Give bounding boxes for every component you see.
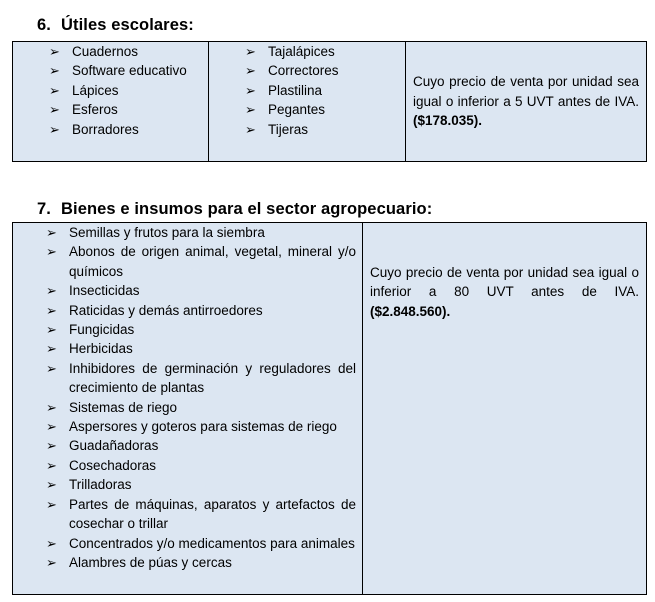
list-item-text: Aspersores y goteros para sistemas de riego	[69, 419, 337, 435]
list-item	[13, 398, 362, 417]
list-item	[13, 61, 208, 80]
list-item	[13, 417, 362, 436]
list-item-text: Raticidas y demás antirroedores	[69, 302, 263, 318]
list-item	[209, 120, 405, 139]
arrowhead-bullet-icon: ➢	[46, 283, 57, 299]
list-item-text: Correctores	[268, 63, 339, 79]
list-item-text: Semillas y frutos para la siembra	[69, 225, 265, 240]
arrowhead-bullet-icon: ➢	[46, 302, 57, 318]
list-item-text: Guadañadoras	[69, 438, 159, 454]
arrowhead-bullet-icon: ➢	[46, 419, 57, 435]
arrowhead-bullet-icon: ➢	[46, 341, 57, 357]
arrowhead-bullet-icon: ➢	[46, 457, 57, 473]
list-item-text: Pegantes	[268, 102, 326, 118]
arrowhead-bullet-icon: ➢	[245, 121, 256, 137]
arrowhead-bullet-icon: ➢	[46, 535, 57, 551]
list-item-text: Abonos de origen animal, vegetal, mineral y/o químicos	[69, 244, 356, 279]
section-7-amount: ($2.848.560).	[370, 303, 451, 319]
section-6-title: Útiles escolares:	[61, 16, 194, 34]
section-6-amount: ($178.035).	[413, 113, 483, 129]
list-item	[13, 495, 362, 534]
list-item-text: Tajalápices	[268, 44, 335, 59]
list-item	[13, 475, 362, 494]
section-6-list-1	[13, 42, 208, 139]
list-item-text: Inhibidores de germinación y reguladores del crecimiento de plantas	[69, 360, 356, 396]
list-item	[13, 553, 362, 572]
list-item	[13, 81, 208, 100]
list-item	[13, 456, 362, 475]
arrowhead-bullet-icon: ➢	[245, 82, 256, 98]
list-item	[209, 81, 405, 100]
list-item	[13, 281, 362, 300]
list-item	[209, 61, 405, 80]
list-item-text: Borradores	[72, 121, 139, 137]
section-7-heading	[37, 200, 432, 219]
section-7-condition: Cuyo precio de venta por unidad sea igual o inferior a 80 UVT antes de IVA.	[370, 265, 639, 300]
section-7-list	[13, 223, 362, 572]
list-item-text: Software educativo	[72, 63, 187, 79]
section-7-table	[12, 222, 647, 595]
section-6-column-2	[209, 42, 406, 162]
arrowhead-bullet-icon: ➢	[46, 496, 57, 512]
list-item-text: Herbicidas	[69, 341, 133, 357]
list-item	[13, 436, 362, 455]
list-item	[13, 359, 362, 398]
section-6-number: 6.	[37, 16, 51, 34]
section-7-number: 7.	[37, 200, 51, 218]
arrowhead-bullet-icon: ➢	[46, 438, 57, 454]
section-6-heading	[37, 16, 194, 35]
arrowhead-bullet-icon: ➢	[49, 121, 60, 137]
list-item-text: Trilladoras	[69, 477, 132, 493]
arrowhead-bullet-icon: ➢	[49, 44, 60, 59]
list-item-text: Fungicidas	[69, 322, 135, 338]
section-6-price-cell	[406, 42, 647, 162]
arrowhead-bullet-icon: ➢	[49, 63, 60, 79]
list-item	[13, 42, 208, 61]
section-7-title: Bienes e insumos para el sector agropecuario:	[61, 200, 433, 218]
section-7-price-text	[363, 263, 646, 321]
section-6-price-text	[406, 72, 646, 130]
list-item-text: Plastilina	[268, 82, 323, 98]
list-item-text: Tijeras	[268, 121, 309, 137]
arrowhead-bullet-icon: ➢	[245, 102, 256, 118]
list-item-text: Insecticidas	[69, 283, 140, 299]
section-6-list-2	[209, 42, 405, 139]
arrowhead-bullet-icon: ➢	[46, 554, 57, 570]
list-item-text: Concentrados y/o medicamentos para animales	[69, 535, 355, 551]
list-item	[13, 339, 362, 358]
arrowhead-bullet-icon: ➢	[46, 322, 57, 338]
list-item	[13, 120, 208, 139]
list-item	[209, 42, 405, 61]
list-item	[13, 301, 362, 320]
arrowhead-bullet-icon: ➢	[49, 82, 60, 98]
list-item-text: Esferos	[72, 102, 118, 118]
list-item	[13, 242, 362, 281]
list-item-text: Cosechadoras	[69, 457, 157, 473]
list-item	[13, 534, 362, 553]
list-item	[13, 100, 208, 119]
arrowhead-bullet-icon: ➢	[49, 102, 60, 118]
list-item	[13, 320, 362, 339]
list-item-text: Lápices	[72, 82, 119, 98]
arrowhead-bullet-icon: ➢	[46, 360, 57, 376]
arrowhead-bullet-icon: ➢	[46, 244, 57, 260]
arrowhead-bullet-icon: ➢	[46, 399, 57, 415]
list-item-text: Cuadernos	[72, 44, 139, 59]
list-item-text: Alambres de púas y cercas	[69, 554, 232, 570]
list-item-text: Partes de máquinas, aparatos y artefactos de cosechar o trillar	[69, 496, 356, 532]
section-6-column-1	[13, 42, 209, 162]
section-7-items-cell	[13, 223, 363, 595]
list-item-text: Sistemas de riego	[69, 399, 178, 415]
arrowhead-bullet-icon: ➢	[46, 477, 57, 493]
section-6-condition: Cuyo precio de venta por unidad sea igual o inferior a 5 UVT antes de IVA.	[413, 74, 639, 109]
list-item	[209, 100, 405, 119]
section-7-price-cell	[363, 223, 647, 595]
section-6-table	[12, 41, 647, 162]
arrowhead-bullet-icon: ➢	[46, 225, 57, 240]
arrowhead-bullet-icon: ➢	[245, 44, 256, 59]
arrowhead-bullet-icon: ➢	[245, 63, 256, 79]
list-item	[13, 223, 362, 242]
